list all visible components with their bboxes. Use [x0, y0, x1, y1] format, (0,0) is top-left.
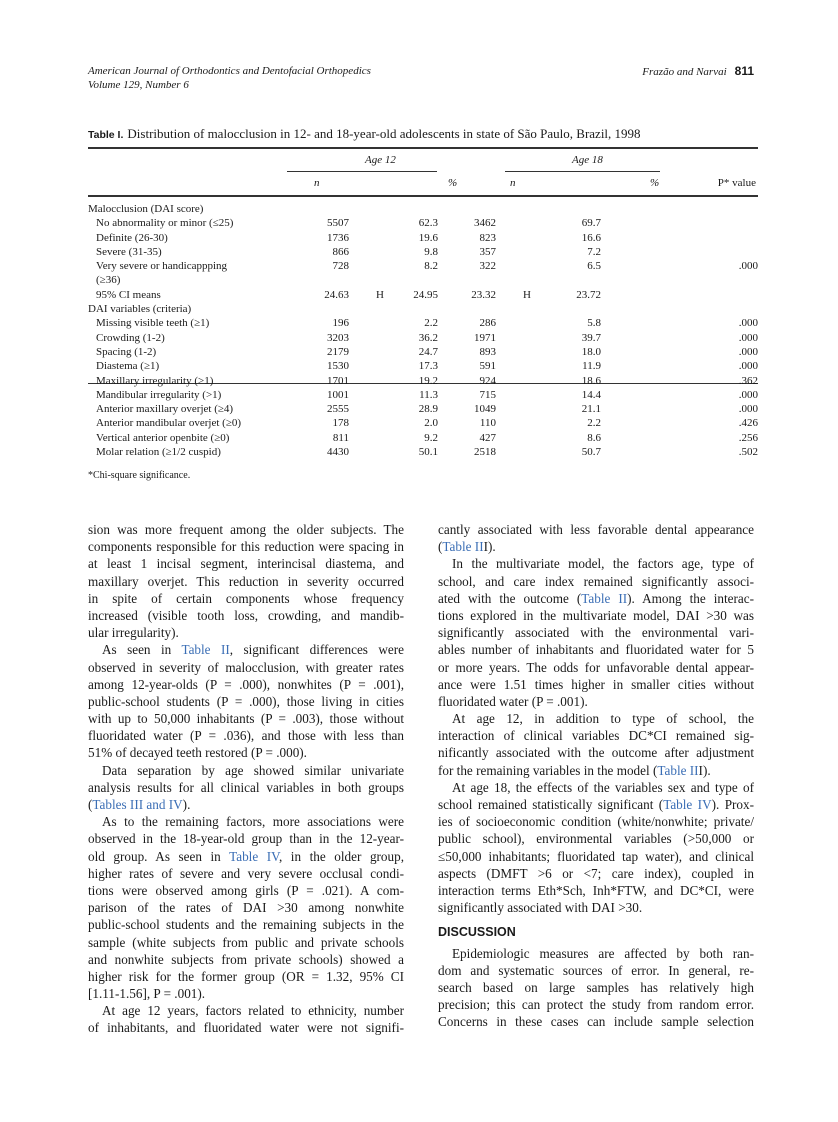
text-line: higher rates of severe and very severe occlusal condi- [88, 865, 404, 881]
cell-n12: 1736 [327, 231, 349, 244]
cell-h12 [349, 431, 411, 445]
cell-h18 [496, 374, 558, 388]
cell-h12 [349, 388, 411, 402]
journal-name: American Journal of Orthodontics and Dentofacial Orthopedics [88, 65, 371, 77]
table-row [88, 416, 758, 430]
pvalue-label: P* value [717, 177, 756, 189]
table-section-row [88, 202, 758, 216]
running-header-left [88, 64, 371, 92]
cell-p12 [411, 302, 438, 316]
paragraph [438, 710, 754, 779]
cell-n12: 728 [332, 260, 349, 273]
table-label: Table I. [88, 129, 124, 141]
cell-p: .426 [738, 417, 758, 430]
cell-n12: 811 [332, 431, 349, 444]
cell-p18: 69.7 [581, 217, 601, 230]
text-line: As to the remaining factors, more associations were [102, 814, 404, 830]
cell-label: (≥36) [96, 274, 121, 287]
text-line: At age 12, in addition to type of school, the [452, 711, 754, 727]
cell-label: Spacing (1-2) [96, 345, 157, 358]
text-line: ≤50,000 inhabitants; fluoridated tap water), and clinical [438, 848, 754, 864]
cell-label: Missing visible teeth (≥1) [96, 317, 210, 330]
text-line: parison of the rates of DAI >30 among nonwhite [88, 900, 404, 916]
table-reference-link[interactable]: Table II [581, 590, 628, 606]
text-line: As seen in Table II, significant differences were [102, 642, 405, 658]
cell-n12: 2179 [327, 345, 349, 358]
group-rule-age12 [287, 171, 437, 172]
cell-p18: 23.72 [576, 288, 601, 301]
cell-n12: 866 [332, 245, 349, 258]
cell-p18: 2.2 [587, 417, 601, 430]
cell-p12 [411, 273, 438, 287]
table-row [88, 374, 758, 388]
cell-p12: 9.8 [424, 245, 438, 258]
cell-p18: 7.2 [587, 245, 601, 258]
cell-h12 [349, 402, 411, 416]
cell-p12: 19.2 [418, 374, 438, 387]
table-reference-link[interactable]: Table II [657, 762, 699, 778]
text-line: [1.11-1.56], P = .001). [88, 986, 206, 1002]
cell-label: Severe (31-35) [96, 245, 162, 258]
cell-n18: 3462 [474, 217, 496, 230]
text-line: Data separation by age showed similar univariate [102, 762, 404, 778]
paragraph [88, 641, 404, 761]
group-header-age18: Age 18 [572, 154, 603, 166]
cell-p18: 8.6 [587, 431, 601, 444]
text-line: ance were 1.51 times higher in smaller cities without [438, 676, 754, 692]
cell-label: Very severe or handicappping [96, 260, 228, 273]
text-line: precision; this can protect the study from random error. [438, 997, 754, 1013]
text-line: dom and systematic sources of error. In general, re- [438, 962, 754, 978]
cell-n18 [438, 302, 496, 316]
cell-h12 [349, 445, 411, 459]
text-line: old group. As seen in Table IV, in the older group, [88, 848, 405, 864]
table-title: Distribution of malocclusion in 12- and 18-year-old adolescents in state of São Paulo, Brazil, 1998 [127, 126, 641, 141]
cell-p12: 2.0 [424, 417, 438, 430]
cell-h18 [496, 331, 558, 345]
text-line: tions explored in the multivariate model, DAI >30 was [438, 607, 754, 623]
text-line: 51% of decayed teeth restored (P = .000). [88, 745, 307, 761]
text-line: increased (visible tooth loss, crowding, and mandib- [88, 607, 404, 623]
cell-h18 [496, 273, 558, 287]
text-line: public-school students (P = .000), those living in cities [88, 693, 404, 709]
cell-p18: 18.6 [581, 374, 601, 387]
table-row [88, 388, 758, 402]
cell-h12 [349, 331, 411, 345]
cell-n18: 322 [479, 260, 496, 273]
table-row [88, 331, 758, 345]
text-line: significantly associated with the environmental vari- [438, 625, 754, 641]
text-line: higher risk for the former group (OR = 1.32, 95% CI [88, 968, 404, 984]
paragraph [438, 945, 754, 1031]
cell-n12: 178 [332, 417, 349, 430]
cell-h12 [349, 273, 411, 287]
cell-p12: 2.2 [424, 317, 438, 330]
table-reference-link[interactable]: Table IV [663, 797, 712, 812]
table-row [88, 245, 758, 259]
cell-h12 [349, 359, 411, 373]
text-line: among 12-year-olds (P = .000), nonwhites (P = .001), [88, 676, 404, 692]
table-row [88, 316, 758, 330]
paragraph [88, 521, 404, 641]
cell-label: Maxillary irregularity (>1) [96, 374, 214, 387]
cell-h12 [349, 259, 411, 273]
cell-p: .000 [738, 403, 758, 416]
cell-n12: 4430 [327, 446, 349, 459]
col-header-pct12: % [448, 177, 458, 189]
cell-h12 [349, 202, 411, 216]
group-rule-age18 [505, 171, 660, 172]
table-row [88, 402, 758, 416]
text-line: for the remaining variables in the model (Table III). [438, 762, 711, 778]
paragraph [438, 521, 754, 555]
cell-p18: 14.4 [581, 388, 601, 401]
group-header-age12: Age 12 [365, 154, 396, 166]
text-line: and nonwhite subjects from private schools) showed a [88, 951, 404, 967]
text-line: At age 18, the effects of the variables sex and type of [452, 779, 754, 795]
cell-p18: 39.7 [581, 331, 601, 344]
cell-n12: 3203 [327, 331, 349, 344]
cell-n12 [296, 302, 349, 316]
cell-p18 [558, 302, 601, 316]
text-line: Epidemiologic measures are affected by both ran- [452, 945, 754, 961]
cell-h18 [496, 345, 558, 359]
cell-n18: 357 [479, 245, 496, 258]
text-line: sion was more frequent among the older subjects. The [88, 522, 404, 537]
cell-n12 [296, 273, 349, 287]
cell-label: Crowding (1-2) [96, 331, 165, 344]
table-row [88, 259, 758, 273]
cell-p18 [558, 273, 601, 287]
cell-h12: H [376, 288, 384, 301]
cell-p: .000 [738, 260, 758, 273]
cell-p: .000 [738, 388, 758, 401]
text-line: with up to 50,000 inhabitants (P = .003), those without [88, 711, 404, 727]
cell-p12: 36.2 [418, 331, 438, 344]
paragraph [88, 762, 404, 814]
cell-h18 [496, 302, 558, 316]
text-line: interaction terms Eth*Sch, Inh*FTW, and DC*CI, were [438, 882, 754, 898]
table-header-rule [88, 195, 758, 197]
table-row [88, 231, 758, 245]
col-header-n12: n [314, 177, 320, 189]
cell-p [601, 216, 758, 230]
cell-n18: 715 [479, 388, 496, 401]
text-line: analysis results for all clinical variables in both groups [88, 779, 404, 795]
cell-n18: 427 [479, 431, 496, 444]
cell-n18: 591 [479, 360, 496, 373]
text-line: components responsible for this reduction were spacing in [88, 539, 404, 555]
cell-h18 [496, 388, 558, 402]
authors: Frazão and Narvai [642, 66, 727, 78]
cell-h12 [349, 316, 411, 330]
cell-label: Diastema (≥1) [96, 360, 160, 373]
cell-n18: 823 [479, 231, 496, 244]
text-line: significantly associated with DAI >30. [438, 900, 643, 916]
cell-p12: 28.9 [418, 403, 438, 416]
cell-h18 [496, 316, 558, 330]
left-text-column [88, 521, 404, 1037]
cell-n18: 924 [479, 374, 496, 387]
cell-p12: 19.6 [418, 231, 438, 244]
text-line: ies of socioeconomic condition (white/nonwhite; private/ [438, 814, 754, 830]
cell-p: .000 [738, 360, 758, 373]
text-line: school, and care index remained significantly associ- [438, 573, 754, 589]
cell-p18: 50.7 [581, 446, 601, 459]
cell-label: Definite (26-30) [96, 231, 168, 244]
cell-h18 [496, 402, 558, 416]
cell-p18 [558, 202, 601, 216]
text-line: In the multivariate model, the factors age, type of [452, 556, 754, 572]
running-header-right [642, 64, 754, 79]
text-line: interaction of clinical variables DC*CI remained sig- [438, 728, 754, 744]
cell-h18: H [523, 288, 531, 301]
cell-n12: 24.63 [324, 288, 349, 301]
cell-p18: 11.9 [582, 360, 601, 373]
cell-p18: 18.0 [581, 345, 601, 358]
col-header-pct18: % [650, 177, 660, 189]
table-row [88, 216, 758, 230]
cell-n18: 2518 [474, 446, 496, 459]
cell-h18 [496, 259, 558, 273]
text-line: ular irregularity). [88, 625, 179, 641]
journal-volume: Volume 129, Number 6 [88, 79, 189, 91]
right-text-column [438, 521, 754, 1030]
cell-n18: 286 [479, 317, 496, 330]
cell-label: Anterior maxillary overjet (≥4) [96, 403, 234, 416]
cell-n18: 1971 [474, 331, 496, 344]
cell-label: DAI variables (criteria) [88, 303, 192, 316]
table-row [88, 345, 758, 359]
text-line: or more years. The odds for unfavorable dental appear- [438, 659, 754, 675]
cell-n18: 110 [479, 417, 496, 430]
text-line: tions were observed among girls (P = .021). A com- [88, 882, 404, 898]
cell-n12: 1001 [327, 388, 349, 401]
paragraph [88, 813, 404, 1002]
table-row [88, 431, 758, 445]
table-row [88, 445, 758, 459]
text-line: public school), environmental variables (>50,000 or [438, 831, 754, 847]
cell-p: .000 [738, 317, 758, 330]
cell-h18 [496, 216, 558, 230]
table-reference-link[interactable]: Table IV [229, 848, 279, 864]
cell-p18: 5.8 [587, 317, 601, 330]
cell-h18 [496, 416, 558, 430]
text-line: at least 1 incisal segment, interincisal diastema, and [88, 556, 404, 572]
cell-label: Anterior mandibular overjet (≥0) [96, 417, 242, 430]
cell-p: .256 [738, 431, 758, 444]
text-line: ated with the outcome (Table II). Among the interac- [438, 590, 754, 606]
cell-n12 [296, 202, 349, 216]
cell-h12 [349, 345, 411, 359]
cell-n12: 196 [332, 317, 349, 330]
cell-p: .502 [738, 446, 758, 459]
malocclusion-table [88, 202, 758, 459]
cell-h18 [496, 245, 558, 259]
paragraph [88, 1002, 404, 1036]
cell-p [601, 245, 758, 259]
text-line: fluoridated water (P = .036), and those with less than [88, 728, 404, 744]
cell-p12: 11.3 [419, 388, 438, 401]
cell-h12 [349, 416, 411, 430]
cell-p18: 21.1 [581, 403, 601, 416]
cell-label: Mandibular irregularity (>1) [96, 388, 222, 401]
text-line: cantly associated with less favorable dental appearance [438, 522, 754, 537]
cell-n12: 5507 [327, 217, 349, 230]
text-line: observed in severity of malocclusion, with greater rates [88, 659, 404, 675]
text-line: aspects (DMFT >6 or <7; care index), coupled in [438, 865, 754, 881]
table-row [88, 359, 758, 373]
cell-h12 [349, 231, 411, 245]
cell-p12 [411, 202, 438, 216]
cell-n18 [438, 202, 496, 216]
cell-h18 [496, 231, 558, 245]
cell-p18: 6.5 [587, 260, 601, 273]
cell-p: .000 [738, 331, 758, 344]
cell-h18 [496, 359, 558, 373]
table-caption [88, 126, 641, 142]
cell-p12: 8.2 [424, 260, 438, 273]
cell-p12: 24.7 [418, 345, 438, 358]
text-line: Concerns in these cases can include sample selection [438, 1014, 754, 1030]
cell-h12 [349, 245, 411, 259]
col-header-n18: n [510, 177, 516, 189]
text-line: search based on large samples has relatively high [438, 979, 754, 995]
cell-h18 [496, 431, 558, 445]
cell-n18: 893 [479, 345, 496, 358]
text-line: of inhabitants, and fluoridated water were not signifi- [88, 1020, 404, 1036]
table-reference-link[interactable]: Tables III and IV [92, 797, 183, 812]
cell-h12 [349, 374, 411, 388]
cell-p12: 17.3 [418, 360, 438, 373]
cell-n12: 1701 [327, 374, 349, 387]
cell-p [601, 302, 758, 316]
text-line: ables number of inhabitants and fluoridated water for 5 [438, 642, 754, 658]
cell-n12: 1530 [327, 360, 349, 373]
cell-h18 [496, 445, 558, 459]
page-number: 811 [734, 64, 754, 78]
table-top-rule [88, 147, 758, 149]
cell-p: .000 [738, 345, 758, 358]
cell-h18 [496, 202, 558, 216]
text-line: (Table III). [438, 539, 496, 555]
text-line: school remained statistically significant (Table IV). Prox- [438, 797, 754, 812]
table-row [88, 288, 758, 302]
table-footnote: *Chi-square significance. [88, 470, 191, 481]
text-line: in spite of certain components whose frequency [88, 590, 404, 606]
text-line: nificantly associated with the outcome after adjustment [438, 745, 754, 761]
text-line: At age 12 years, factors related to ethnicity, number [102, 1003, 404, 1019]
cell-p [601, 288, 758, 302]
cell-p12: 62.3 [418, 217, 438, 230]
cell-label: Malocclusion (DAI score) [88, 203, 204, 215]
cell-h12 [349, 216, 411, 230]
cell-p12: 24.95 [413, 288, 438, 301]
col-header-pvalue [718, 177, 756, 189]
cell-label: Vertical anterior openbite (≥0) [96, 431, 230, 444]
text-line: observed in the 18-year-old group than in the 12-year- [88, 831, 404, 847]
section-heading: DISCUSSION [438, 925, 516, 940]
cell-label: No abnormality or minor (≤25) [96, 217, 234, 230]
cell-label: Molar relation (≥1/2 cuspid) [96, 446, 221, 459]
cell-n18: 23.32 [471, 288, 496, 301]
text-line: public-school students and the remaining subjects in the [88, 917, 404, 933]
cell-n18: 1049 [474, 403, 496, 416]
cell-p12: 9.2 [424, 431, 438, 444]
text-line: maxillary overjet. This reduction in severity occurred [88, 573, 404, 589]
text-line: fluoridated water (P = .001). [438, 693, 588, 709]
text-line: (Tables III and IV). [88, 797, 191, 812]
cell-label: 95% CI means [96, 288, 161, 301]
cell-p12: 50.1 [418, 446, 438, 459]
paragraph [438, 555, 754, 710]
cell-p: .362 [738, 374, 758, 387]
table-section-row [88, 302, 758, 316]
cell-p18: 16.6 [581, 231, 601, 244]
paragraph [438, 779, 754, 917]
table-reference-link[interactable]: Table II [442, 539, 484, 555]
table-reference-link[interactable]: Table II [181, 642, 230, 658]
cell-n12: 2555 [327, 403, 349, 416]
cell-p [601, 273, 758, 287]
table-row [88, 273, 758, 287]
cell-p [601, 231, 758, 245]
cell-p [601, 202, 758, 216]
cell-n18 [438, 273, 496, 287]
cell-h12 [349, 302, 411, 316]
text-line: sample (white subjects from public and private schools [88, 934, 404, 950]
